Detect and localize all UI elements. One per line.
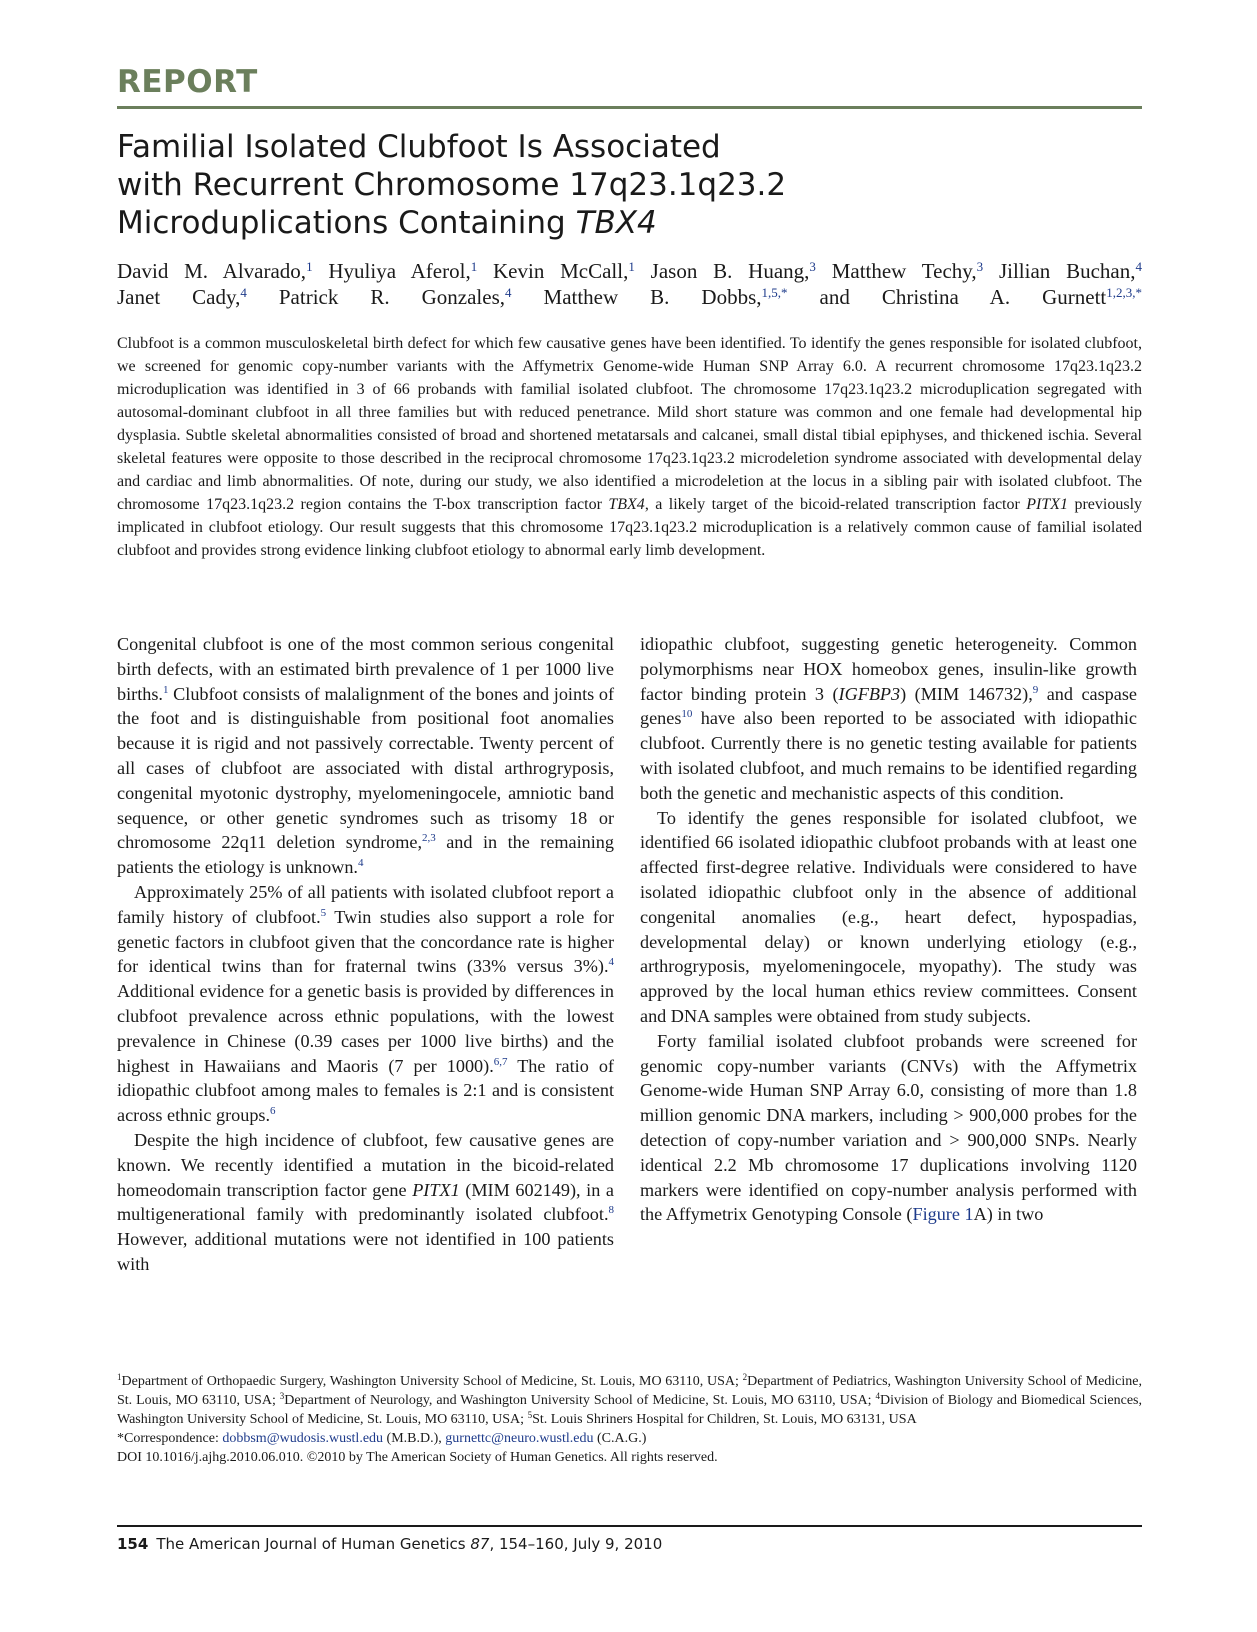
author: Patrick R. Gonzales, [246,285,506,309]
body-text: and in the remaining patients the etiology is unknown. [117,832,614,878]
author-affiliation: 1,5,* [761,285,788,300]
abstract-text: , a likely target of the bicoid-related transcription factor [644,496,1027,513]
author-affiliation: 4 [505,285,512,300]
affiliation-text: St. Louis Shriners Hospital for Children, St. Louis, MO 63131, USA [532,1412,917,1427]
body-column-right [640,632,1137,1227]
body-text: Twin studies also support a role for genetic factors in clubfoot given that the concordance rate is higher for identical twins than for fraternal twins (33% versus 3%). [117,906,615,977]
citation-ref[interactable]: 9 [1032,683,1039,696]
body-text: The ratio of idiopathic clubfoot among males to females is 2:1 and is consistent across ethnic groups. [117,1055,614,1126]
citation-ref[interactable]: 2,3 [422,832,436,845]
body-paragraph [640,632,1137,806]
citation-ref[interactable]: 10 [681,708,693,721]
footnote-marker: 5 [527,1410,533,1420]
abstract-text: Clubfoot is a common musculoskeletal birth defect for which few causative genes have been identified. To identify the genes responsible for isolated clubfoot, we screened for genomic copy-number variants with the Affymetrix Genome-wide Human SNP Array 6.0. A recurrent chromosome 17q23.1q23.2 microduplication was identified in 3 of 66 probands with familial isolated clubfoot. The chromosome 17q23.1q23.2 microduplication segregated with autosomal-dominant clubfoot in all three families but with reduced penetrance. Mild short stature was common and one female had developmental hip dysplasia. Subtle skeletal abnormalities consisted of broad and shortened metatarsals and calcanei, small distal tibial epiphyses, and thickened ischia. Several skeletal features were opposite to those described in the reciprocal chromosome 17q23.1q23.2 microdeletion syndrome associated with developmental delay and cardiac and limb abnormalities. Of note, during our study, we also identified a microdeletion at the locus in a sibling pair with isolated clubfoot. The chromosome 17q23.1q23.2 region contains the T-box transcription factor [117,335,1142,513]
title-line-3-text: Microduplications Containing [117,205,576,241]
affiliation-text: Division of Biology and Biomedical Sciences, Washington University School of Medicine, St. Louis, MO 63110, USA; [117,1393,1142,1427]
citation-ref[interactable]: 5 [320,906,327,919]
affiliation-text: Department of Pediatrics, Washington University School of Medicine, St. Louis, MO 63110, USA; [117,1374,1142,1408]
citation-ref[interactable]: 6,7 [493,1055,508,1068]
citation-ref[interactable]: 4 [608,956,614,969]
correspondence-text: (M.B.D.), [383,1431,446,1446]
author-affiliation: 4 [1135,259,1142,274]
gene-name: PITX1 [1026,496,1069,513]
page-number: 154 [117,1535,149,1553]
author: Janet Cady, [117,285,241,309]
author-affiliation: 3 [976,259,984,274]
body-paragraph [117,880,614,1128]
author-affiliation: 1,2,3,* [1106,285,1142,300]
author: Jillian Buchan, [983,259,1136,283]
body-text: and caspase genes [640,683,1137,729]
figure-link[interactable]: Figure 1 [912,1204,974,1225]
citation-ref[interactable]: 8 [608,1204,614,1217]
body-text: However, additional mutations were not identified in 100 patients with [117,1229,614,1274]
body-column-left [117,632,614,1277]
doi-line: DOI 10.1016/j.ajhg.2010.06.010. ©2010 by The American Society of Human Genetics. All rights reserved. [117,1450,718,1465]
author-line-2 [117,284,1142,310]
section-label: REPORT [117,64,258,100]
author-affiliation: 1 [306,259,313,274]
journal-name: The American Journal of Human Genetics [156,1535,471,1553]
author: Kevin McCall, [477,259,629,283]
correspondence-text: (C.A.G.) [593,1431,647,1446]
author: David M. Alvarado, [117,259,307,283]
correspondence [117,1429,1142,1448]
body-paragraph [117,1128,614,1277]
affiliation-text: Department of Neurology, and Washington University School of Medicine, St. Louis, MO 63110, USA; [284,1393,876,1408]
body-paragraph [117,632,614,880]
body-paragraph: To identify the genes responsible for isolated clubfoot, we identified 66 isolated idiopathic clubfoot probands with at least one affected first-degree relative. Individuals were considered to have isolated idiopathic clubfoot only in the absence of additional congenital anomalies (e.g., heart defect, hypospadias, developmental delay) or known underlying etiology (e.g., arthrogryposis, myelomeningocele, myopathy). The study was approved by the local human ethics review committees. Consent and DNA samples were obtained from study subjects. [640,807,1137,1026]
email-link[interactable]: gurnettc@neuro.wustl.edu [445,1431,594,1446]
body-text: Approximately 25% of all patients with isolated clubfoot report a family history of clubfoot. [117,881,614,927]
email-link[interactable]: dobbsm@wudosis.wustl.edu [222,1431,384,1446]
citation-ref[interactable]: 1 [162,683,169,696]
citation-ref[interactable]: 6 [270,1105,276,1118]
author-line-1 [117,258,1142,284]
gene-name: TBX4 [608,496,645,513]
body-text: idiopathic clubfoot, suggesting genetic heterogeneity. Common polymorphisms near HOX homeobox genes, insulin-like growth factor binding protein 3 ( [640,634,1137,704]
author-list [117,258,1142,310]
body-text: A) in two [973,1204,1044,1225]
title-line-2: with Recurrent Chromosome 17q23.1q23.2 [117,167,787,203]
title-line-3 [117,204,1017,242]
author-affiliation: 1 [628,259,635,274]
footnote-marker: 3 [279,1391,285,1401]
abstract [117,332,1142,562]
body-text: Clubfoot consists of malalignment of the bones and joints of the foot and is distinguishable from positional foot anomalies because it is rigid and not passively correctable. Twenty percent of all cases of clubfoot are associated with distal arthrogryposis, congenital myotonic dystrophy, myelomeningocele, amniotic band sequence, or other genetic syndromes such as trisomy 18 or chromosome 22q11 deletion syndrome, [117,683,614,853]
citation-details: , 154–160, July 9, 2010 [489,1535,663,1553]
correspondence-label: *Correspondence: [117,1431,223,1446]
gene-name: IGFBP3 [838,683,901,704]
author: Matthew Techy, [815,259,977,283]
affiliation-footnotes [117,1372,1142,1467]
author-affiliation: 4 [240,285,247,300]
body-text: ) (MIM 146732), [900,683,1033,704]
author: Hyuliya Aferol, [312,259,471,283]
body-paragraph [640,1029,1137,1227]
author-affiliation: 1 [470,259,478,274]
affiliation-text: Department of Orthopaedic Surgery, Washington University School of Medicine, St. Louis, MO 63110, USA; [121,1374,743,1389]
footnote-marker: 2 [742,1372,748,1382]
article-title [117,128,1017,242]
page-footer [117,1535,662,1553]
footnote-marker: 4 [875,1391,880,1401]
footnote-marker: 1 [117,1372,122,1382]
author: and Christina A. Gurnett [787,285,1107,309]
citation-ref[interactable]: 4 [357,857,364,870]
title-gene: TBX4 [575,205,657,241]
gene-name: PITX1 [412,1179,460,1200]
volume-number: 87 [470,1535,490,1553]
body-text: (MIM 602149), in a multigenerational family with predominantly isolated clubfoot. [117,1179,614,1225]
author: Matthew B. Dobbs, [511,285,762,309]
section-rule [117,106,1142,109]
body-text: Congenital clubfoot is one of the most common serious congenital birth defects, with an estimated birth prevalence of 1 per 1000 live births. [117,634,614,704]
author: Jason B. Huang, [634,259,810,283]
body-text: have also been reported to be associated with idiopathic clubfoot. Currently there is no genetic testing available for patients with isolated clubfoot, and much remains to be identified regarding both the genetic and mechanistic aspects of this condition. [640,708,1137,803]
title-line-1: Familial Isolated Clubfoot Is Associated [117,129,721,165]
footer-rule [117,1525,1142,1527]
body-text: Despite the high incidence of clubfoot, few causative genes are known. We recently identified a mutation in the bicoid-related homeodomain transcription factor gene [117,1129,614,1200]
body-text: Forty familial isolated clubfoot probands were screened for genomic copy-number variants (CNVs) with the Affymetrix Genome-wide Human SNP Array 6.0, consisting of more than 1.8 million genomic DNA markers, including > 900,000 probes for the detection of copy-number variation and > 900,000 SNPs. Nearly identical 2.2 Mb chromosome 17 duplications involving 1120 markers were identified on copy-number analysis performed with the Affymetrix Genotyping Console ( [640,1030,1137,1225]
abstract-text: previously implicated in clubfoot etiology. Our result suggests that this chromosome 17q23.1q23.2 microduplication is a relatively common cause of familial isolated clubfoot and provides strong evidence linking clubfoot etiology to abnormal early limb development. [117,496,1143,559]
body-text: Additional evidence for a genetic basis is provided by differences in clubfoot prevalence across ethnic populations, with the lowest prevalence in Chinese (0.39 cases per 1000 live births) and the highest in Hawaiians and Maoris (7 per 1000). [117,981,614,1076]
affiliations [117,1372,1142,1429]
author-affiliation: 3 [809,259,816,274]
